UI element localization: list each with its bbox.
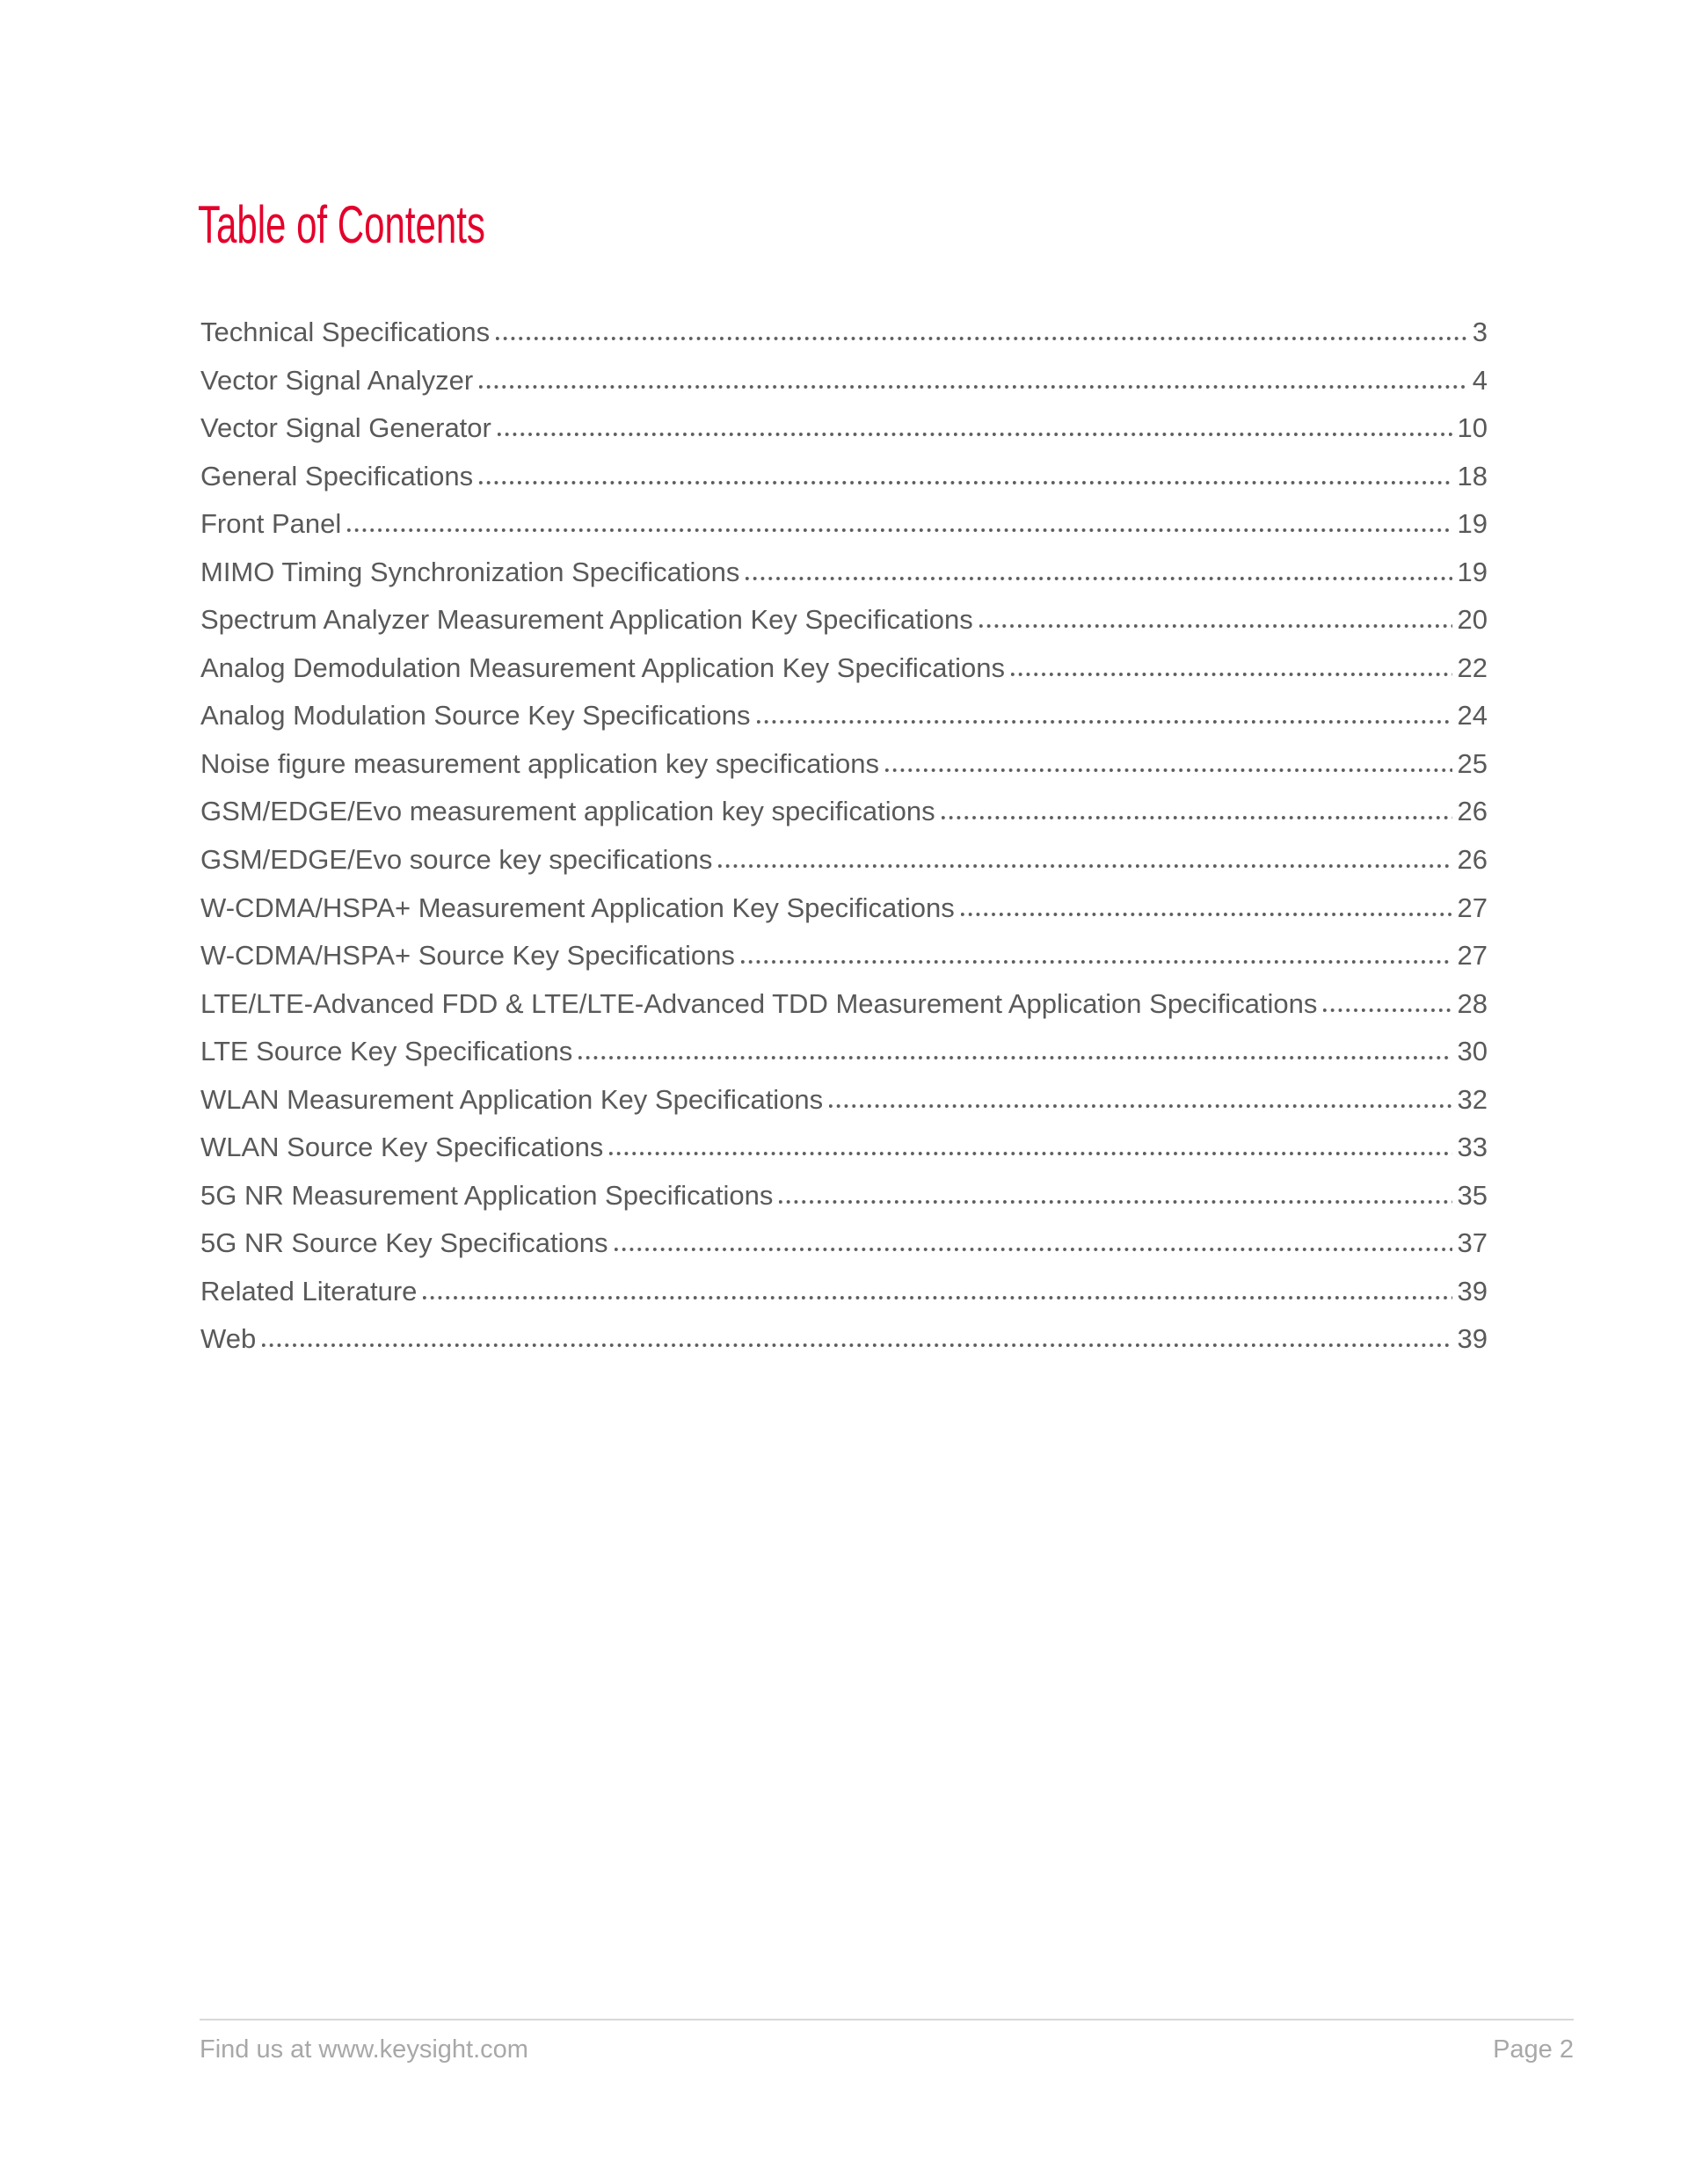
toc-entry-page: 28	[1457, 987, 1488, 1019]
toc-entry-page: 10	[1457, 412, 1488, 444]
toc-entry-page: 22	[1457, 652, 1488, 683]
page-title: Table of Contents	[198, 195, 485, 254]
toc-leader-dots	[609, 1151, 1452, 1156]
toc-entry-page: 27	[1457, 940, 1488, 972]
toc-leader-dots	[757, 719, 1452, 724]
toc-entry[interactable]	[200, 644, 1488, 693]
toc-entry-label: Web	[200, 1323, 257, 1355]
toc-entry-label: 5G NR Source Key Specifications	[200, 1227, 608, 1259]
toc-leader-dots	[423, 1295, 1452, 1300]
toc-entry-label: WLAN Measurement Application Key Specifications	[200, 1083, 824, 1115]
toc-leader-dots	[262, 1343, 1452, 1348]
toc-entry-label: Vector Signal Generator	[200, 412, 491, 444]
toc-entry[interactable]	[200, 404, 1488, 453]
toc-entry[interactable]	[200, 1076, 1488, 1125]
toc-entry-label: Analog Demodulation Measurement Application Key Specifications	[200, 652, 1006, 683]
toc-entry-page: 3	[1472, 317, 1488, 347]
toc-entry-page: 24	[1457, 700, 1488, 732]
footer	[200, 2019, 1574, 2064]
toc-entry-page: 4	[1472, 364, 1488, 396]
toc-entry[interactable]	[200, 1124, 1488, 1172]
toc-entry[interactable]	[200, 453, 1488, 501]
toc-entry[interactable]	[200, 1172, 1488, 1220]
toc-entry-page: 18	[1457, 460, 1488, 491]
toc-entry-page: 39	[1457, 1275, 1488, 1307]
toc-leader-dots	[578, 1055, 1452, 1060]
footer-divider	[200, 2019, 1574, 2020]
toc-entry[interactable]	[200, 596, 1488, 644]
toc-entry-page: 26	[1457, 844, 1488, 876]
toc-entry[interactable]	[200, 836, 1488, 885]
toc-entry-page: 32	[1457, 1083, 1488, 1115]
toc-entry-page: 37	[1457, 1227, 1488, 1259]
toc-entry[interactable]	[200, 788, 1488, 836]
toc-entry[interactable]	[200, 885, 1488, 933]
toc-entry-label: W-CDMA/HSPA+ Source Key Specifications	[200, 940, 735, 972]
toc-leader-dots	[498, 432, 1452, 437]
toc-entry-page: 26	[1457, 796, 1488, 827]
toc-entry-page: 30	[1457, 1036, 1488, 1067]
toc-leader-dots	[1323, 1008, 1452, 1013]
toc-entry[interactable]	[200, 1315, 1488, 1364]
toc-entry-label: GSM/EDGE/Evo source key specifications	[200, 844, 713, 876]
toc-entry-label: Noise figure measurement application key specifications	[200, 747, 879, 779]
toc-list	[200, 309, 1488, 1364]
toc-entry[interactable]	[200, 692, 1488, 740]
toc-leader-dots	[615, 1247, 1452, 1252]
toc-entry-label: Spectrum Analyzer Measurement Application Key Specifications	[200, 604, 973, 636]
toc-entry-page: 19	[1457, 556, 1488, 587]
toc-entry[interactable]	[200, 1028, 1488, 1076]
toc-entry-page: 39	[1457, 1323, 1488, 1355]
footer-page-number: Page 2	[1493, 2035, 1574, 2064]
toc-entry-label: LTE/LTE-Advanced FDD & LTE/LTE-Advanced TDD Measurement Application Specifications	[200, 987, 1318, 1019]
toc-entry[interactable]	[200, 549, 1488, 597]
toc-entry[interactable]	[200, 980, 1488, 1029]
toc-entry[interactable]	[200, 500, 1488, 549]
toc-leader-dots	[496, 336, 1467, 341]
toc-entry-label: WLAN Source Key Specifications	[200, 1132, 604, 1163]
toc-leader-dots	[347, 528, 1452, 533]
toc-leader-dots	[885, 768, 1452, 773]
toc-entry[interactable]	[200, 740, 1488, 789]
toc-entry-page: 19	[1457, 508, 1488, 540]
toc-entry-label: 5G NR Measurement Application Specifications	[200, 1179, 774, 1211]
toc-entry[interactable]	[200, 1268, 1488, 1316]
toc-entry-page: 25	[1457, 747, 1488, 779]
toc-leader-dots	[979, 623, 1452, 629]
toc-entry[interactable]	[200, 309, 1488, 357]
toc-entry-label: W-CDMA/HSPA+ Measurement Application Key Specifications	[200, 892, 955, 923]
toc-leader-dots	[746, 576, 1452, 581]
toc-entry[interactable]	[200, 932, 1488, 980]
toc-entry-label: Vector Signal Analyzer	[200, 364, 474, 396]
toc-entry-label: Related Literature	[200, 1275, 418, 1307]
toc-leader-dots	[479, 384, 1467, 389]
toc-entry-label: LTE Source Key Specifications	[200, 1036, 573, 1067]
toc-leader-dots	[479, 480, 1452, 485]
toc-entry[interactable]	[200, 357, 1488, 405]
toc-entry-label: Technical Specifications	[200, 317, 491, 347]
footer-row	[200, 2035, 1574, 2064]
toc-entry-label: Analog Modulation Source Key Specifications	[200, 700, 751, 732]
footer-find-us-link[interactable]: Find us at www.keysight.com	[200, 2035, 528, 2064]
toc-entry-page: 35	[1457, 1179, 1488, 1211]
toc-entry-label: GSM/EDGE/Evo measurement application key specifications	[200, 796, 935, 827]
toc-entry-label: MIMO Timing Synchronization Specifications	[200, 556, 740, 587]
toc-entry-label: General Specifications	[200, 460, 474, 491]
toc-entry-page: 20	[1457, 604, 1488, 636]
toc-leader-dots	[741, 959, 1452, 965]
toc-leader-dots	[1011, 672, 1452, 677]
toc-leader-dots	[718, 863, 1452, 869]
toc-entry-label: Front Panel	[200, 508, 342, 540]
toc-entry-page: 27	[1457, 892, 1488, 923]
toc-leader-dots	[942, 815, 1452, 820]
toc-entry-page: 33	[1457, 1132, 1488, 1163]
toc-leader-dots	[829, 1103, 1452, 1109]
toc-leader-dots	[961, 912, 1452, 917]
toc-entry[interactable]	[200, 1219, 1488, 1268]
toc-leader-dots	[779, 1199, 1452, 1205]
